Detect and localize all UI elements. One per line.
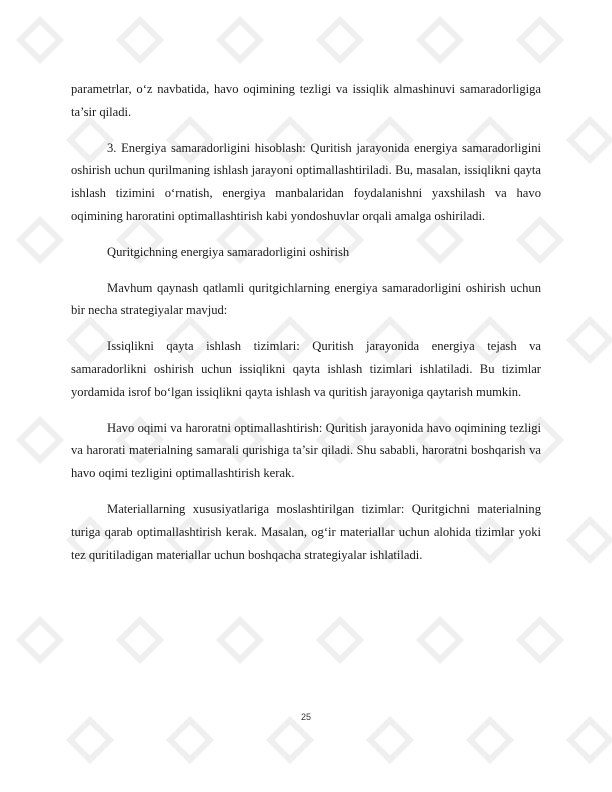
- paragraph-energy-calculation: 3. Energiya samaradorligini hisoblash: Quritish jarayonida energiya samaradorligini oshirish uchun qurilmaning ishlash jarayoni optimallashtiriladi. Bu, masalan, issiqlikni qayta ishlash tizimini o‘rnatish, energiya manbalaridan foydalanishni yaxshilash va havo oqimining haroratini optimallashtirish kabi yondoshuvlar orqali amalga oshiriladi.: [71, 140, 541, 223]
- document-body: [71, 78, 541, 566]
- section-heading: Quritgichning energiya samaradorligini oshirish: [107, 244, 350, 259]
- paragraph-continuation: parametrlar, o‘z navbatida, havo oqimining tezligi va issiqlik almashinuvi samaradorligiga ta’sir qiladi.: [71, 82, 541, 119]
- paragraph-material-systems: Materiallarning xususiyatlariga moslashtirilgan tizimlar: Quritgichni materialning turiga qarab optimallashtirish kerak. Masalan, og‘ir materiallar uchun alohida tizimlar yoki tez quritiladigan materiallar uchun boshqacha strategiyalar ishlatiladi.: [71, 501, 541, 562]
- paragraph-strategies-intro: Mavhum qaynash qatlamli quritgichlarning energiya samaradorligini oshirish uchun bir necha strategiyalar mavjud:: [71, 280, 541, 318]
- paragraph-airflow-temperature: Havo oqimi va haroratni optimallashtirish: Quritish jarayonida havo oqimining tezligi va harorati materialning samarali qurishiga ta’sir qiladi. Shu sababli, haroratni boshqarish va havo oqimi tezligini optimallashtirish kerak.: [71, 420, 541, 481]
- paragraph-heat-recovery: Issiqlikni qayta ishlash tizimlari: Quritish jarayonida energiya tejash va samaradorlikni oshirish uchun issiqlikni qayta ishlash tizimlari ishlatiladi. Bu tizimlar yordamida isrof bo‘lgan issiqlikni qayta ishlash va quritish jarayoniga qaytarish mumkin.: [71, 339, 541, 399]
- page-number: 25: [300, 712, 311, 722]
